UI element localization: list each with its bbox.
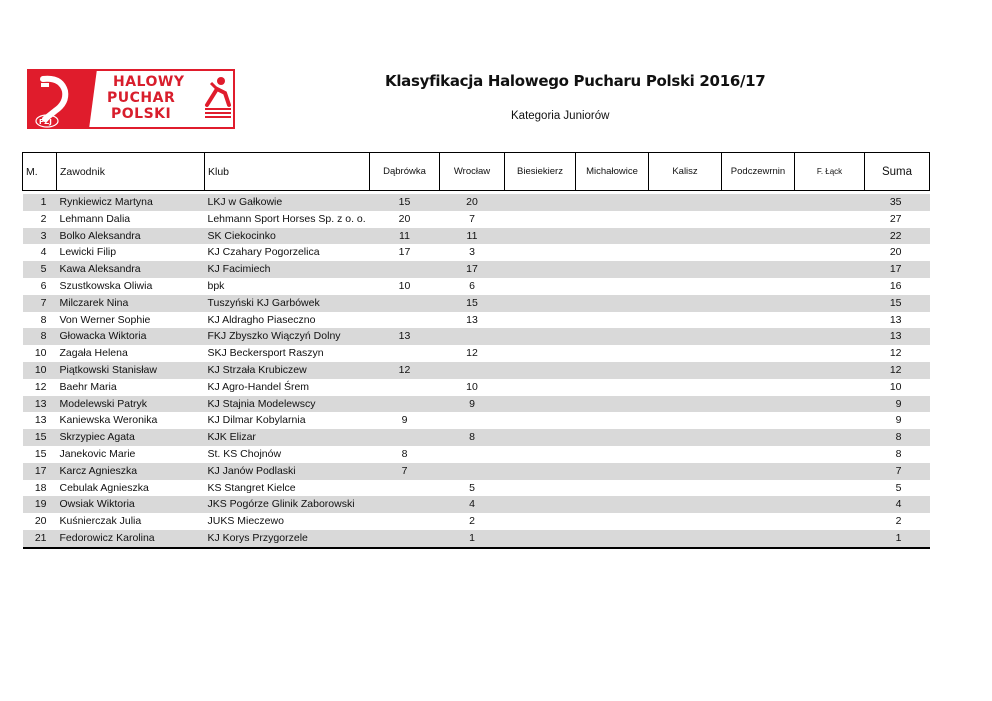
cell-kalisz	[649, 295, 722, 312]
cell-biesiekierz	[505, 480, 576, 497]
table-row	[23, 496, 930, 513]
cell-biesiekierz	[505, 530, 576, 548]
cell-kalisz	[649, 362, 722, 379]
cell-michalowice	[576, 345, 649, 362]
cell-f-lack	[795, 396, 865, 413]
logo-line-3: POLSKI	[111, 106, 172, 122]
cell-place: 8	[23, 328, 57, 345]
cell-f-lack	[795, 446, 865, 463]
cell-kalisz	[649, 412, 722, 429]
cell-place: 18	[23, 480, 57, 497]
pzj-badge: PZJ	[39, 118, 52, 126]
table-header-row	[23, 153, 930, 191]
cell-dabrowka	[370, 429, 440, 446]
cell-biesiekierz	[505, 496, 576, 513]
table-row	[23, 261, 930, 278]
cell-f-lack	[795, 463, 865, 480]
cell-place: 2	[23, 211, 57, 228]
cell-club: KJ Czahary Pogorzelica	[205, 244, 370, 261]
col-header-michalowice: Michałowice	[576, 153, 649, 191]
cell-dabrowka	[370, 513, 440, 530]
cell-suma: 20	[865, 244, 930, 261]
cell-wroclaw	[440, 412, 505, 429]
cell-podczewrnin	[722, 362, 795, 379]
cell-podczewrnin	[722, 446, 795, 463]
table-row	[23, 513, 930, 530]
col-header-suma: Suma	[865, 153, 930, 191]
col-header-club: Klub	[205, 153, 370, 191]
col-header-f-lack: F. Łąck	[795, 153, 865, 191]
cell-michalowice	[576, 194, 649, 211]
cell-club: LKJ w Gałkowie	[205, 194, 370, 211]
cell-wroclaw	[440, 328, 505, 345]
cell-f-lack	[795, 278, 865, 295]
cell-michalowice	[576, 295, 649, 312]
cell-wroclaw: 8	[440, 429, 505, 446]
cell-podczewrnin	[722, 480, 795, 497]
table-row	[23, 396, 930, 413]
cell-biesiekierz	[505, 278, 576, 295]
cell-dabrowka	[370, 530, 440, 548]
col-header-kalisz: Kalisz	[649, 153, 722, 191]
cell-kalisz	[649, 429, 722, 446]
category-subtitle: Kategoria Juniorów	[511, 110, 610, 122]
cell-rider: Baehr Maria	[57, 379, 205, 396]
table-row	[23, 211, 930, 228]
cell-kalisz	[649, 194, 722, 211]
page-title: Klasyfikacja Halowego Pucharu Polski 2016/17	[385, 72, 766, 90]
cell-suma: 8	[865, 429, 930, 446]
cell-kalisz	[649, 312, 722, 329]
cell-dabrowka: 13	[370, 328, 440, 345]
cell-place: 7	[23, 295, 57, 312]
cell-place: 13	[23, 412, 57, 429]
cell-club: Lehmann Sport Horses Sp. z o. o.	[205, 211, 370, 228]
cell-suma: 9	[865, 396, 930, 413]
cell-place: 12	[23, 379, 57, 396]
cell-club: JUKS Mieczewo	[205, 513, 370, 530]
cell-michalowice	[576, 278, 649, 295]
cell-club: Tuszyński KJ Garbówek	[205, 295, 370, 312]
cell-f-lack	[795, 345, 865, 362]
cell-place: 13	[23, 396, 57, 413]
cell-suma: 9	[865, 412, 930, 429]
cell-wroclaw: 17	[440, 261, 505, 278]
halowy-puchar-polski-logo	[27, 69, 235, 129]
cell-podczewrnin	[722, 379, 795, 396]
cell-podczewrnin	[722, 194, 795, 211]
cell-wroclaw: 13	[440, 312, 505, 329]
cell-wroclaw: 9	[440, 396, 505, 413]
cell-dabrowka	[370, 261, 440, 278]
cell-kalisz	[649, 211, 722, 228]
cell-biesiekierz	[505, 429, 576, 446]
cell-michalowice	[576, 513, 649, 530]
cell-biesiekierz	[505, 513, 576, 530]
col-header-dabrowka: Dąbrówka	[370, 153, 440, 191]
cell-podczewrnin	[722, 244, 795, 261]
cell-michalowice	[576, 328, 649, 345]
cell-podczewrnin	[722, 412, 795, 429]
cell-rider: Rynkiewicz Martyna	[57, 194, 205, 211]
cell-kalisz	[649, 446, 722, 463]
table-row	[23, 379, 930, 396]
cell-kalisz	[649, 261, 722, 278]
cell-club: KJ Stajnia Modelewscy	[205, 396, 370, 413]
cell-club: KJ Facimiech	[205, 261, 370, 278]
cell-suma: 13	[865, 312, 930, 329]
cell-dabrowka	[370, 295, 440, 312]
cell-dabrowka	[370, 396, 440, 413]
cell-place: 17	[23, 463, 57, 480]
cell-f-lack	[795, 513, 865, 530]
col-header-biesiekierz: Biesiekierz	[505, 153, 576, 191]
cell-suma: 8	[865, 446, 930, 463]
cell-rider: Szustkowska Oliwia	[57, 278, 205, 295]
cell-suma: 1	[865, 530, 930, 548]
cell-kalisz	[649, 480, 722, 497]
cell-podczewrnin	[722, 228, 795, 245]
cell-rider: Milczarek Nina	[57, 295, 205, 312]
cell-suma: 15	[865, 295, 930, 312]
cell-suma: 17	[865, 261, 930, 278]
logo-line-2: PUCHAR	[107, 90, 176, 106]
cell-wroclaw	[440, 463, 505, 480]
cell-club: KJK Elizar	[205, 429, 370, 446]
cell-wroclaw	[440, 362, 505, 379]
cell-suma: 35	[865, 194, 930, 211]
cell-biesiekierz	[505, 345, 576, 362]
cell-f-lack	[795, 228, 865, 245]
cell-rider: Skrzypiec Agata	[57, 429, 205, 446]
cell-rider: Piątkowski Stanisław	[57, 362, 205, 379]
cell-biesiekierz	[505, 228, 576, 245]
cell-michalowice	[576, 228, 649, 245]
cell-michalowice	[576, 463, 649, 480]
table-row	[23, 328, 930, 345]
cell-rider: Lehmann Dalia	[57, 211, 205, 228]
cell-dabrowka: 7	[370, 463, 440, 480]
pzj-emblem-icon	[27, 69, 97, 129]
cell-rider: Owsiak Wiktoria	[57, 496, 205, 513]
cell-kalisz	[649, 463, 722, 480]
results-table	[22, 152, 930, 549]
cell-f-lack	[795, 480, 865, 497]
cell-podczewrnin	[722, 345, 795, 362]
cell-dabrowka	[370, 312, 440, 329]
cell-kalisz	[649, 530, 722, 548]
cell-michalowice	[576, 379, 649, 396]
cell-suma: 13	[865, 328, 930, 345]
cell-club: KJ Aldragho Piaseczno	[205, 312, 370, 329]
cell-place: 6	[23, 278, 57, 295]
table-row	[23, 429, 930, 446]
cell-biesiekierz	[505, 446, 576, 463]
cell-podczewrnin	[722, 312, 795, 329]
cell-wroclaw: 11	[440, 228, 505, 245]
cell-dabrowka	[370, 345, 440, 362]
cell-kalisz	[649, 496, 722, 513]
table-row	[23, 530, 930, 548]
cell-wroclaw: 3	[440, 244, 505, 261]
cell-suma: 12	[865, 345, 930, 362]
cell-kalisz	[649, 513, 722, 530]
cell-club: KJ Janów Podlaski	[205, 463, 370, 480]
cell-podczewrnin	[722, 261, 795, 278]
cell-wroclaw: 1	[440, 530, 505, 548]
cell-biesiekierz	[505, 194, 576, 211]
cell-place: 3	[23, 228, 57, 245]
cell-biesiekierz	[505, 412, 576, 429]
cell-f-lack	[795, 362, 865, 379]
cell-rider: Von Werner Sophie	[57, 312, 205, 329]
cell-biesiekierz	[505, 379, 576, 396]
table-row	[23, 345, 930, 362]
cell-suma: 10	[865, 379, 930, 396]
cell-dabrowka	[370, 379, 440, 396]
cell-wroclaw: 6	[440, 278, 505, 295]
cell-dabrowka	[370, 480, 440, 497]
cell-suma: 12	[865, 362, 930, 379]
cell-michalowice	[576, 211, 649, 228]
cell-dabrowka: 10	[370, 278, 440, 295]
cell-michalowice	[576, 480, 649, 497]
table-row	[23, 412, 930, 429]
cell-f-lack	[795, 194, 865, 211]
cell-f-lack	[795, 429, 865, 446]
cell-dabrowka: 20	[370, 211, 440, 228]
cell-club: JKS Pogórze Glinik Zaborowski	[205, 496, 370, 513]
cell-wroclaw	[440, 446, 505, 463]
cell-biesiekierz	[505, 295, 576, 312]
cell-rider: Lewicki Filip	[57, 244, 205, 261]
cell-rider: Karcz Agnieszka	[57, 463, 205, 480]
cell-f-lack	[795, 530, 865, 548]
cell-biesiekierz	[505, 261, 576, 278]
table-row	[23, 480, 930, 497]
cell-biesiekierz	[505, 396, 576, 413]
cell-podczewrnin	[722, 295, 795, 312]
cell-place: 1	[23, 194, 57, 211]
cell-place: 19	[23, 496, 57, 513]
cell-place: 15	[23, 446, 57, 463]
cell-suma: 27	[865, 211, 930, 228]
cell-rider: Kaniewska Weronika	[57, 412, 205, 429]
table-row	[23, 244, 930, 261]
cell-place: 10	[23, 345, 57, 362]
cell-kalisz	[649, 396, 722, 413]
cell-club: KJ Strzała Krubiczew	[205, 362, 370, 379]
cell-kalisz	[649, 328, 722, 345]
table-row	[23, 278, 930, 295]
cell-wroclaw: 4	[440, 496, 505, 513]
cell-wroclaw: 2	[440, 513, 505, 530]
cell-biesiekierz	[505, 244, 576, 261]
cell-podczewrnin	[722, 396, 795, 413]
cell-michalowice	[576, 412, 649, 429]
cell-place: 8	[23, 312, 57, 329]
cell-f-lack	[795, 312, 865, 329]
logo-brand-text	[107, 74, 185, 122]
rider-figure-icon	[203, 75, 233, 123]
cell-place: 20	[23, 513, 57, 530]
cell-wroclaw: 20	[440, 194, 505, 211]
cell-club: KJ Korys Przygorzele	[205, 530, 370, 548]
cell-kalisz	[649, 379, 722, 396]
table-row	[23, 312, 930, 329]
cell-f-lack	[795, 328, 865, 345]
cell-rider: Modelewski Patryk	[57, 396, 205, 413]
cell-kalisz	[649, 345, 722, 362]
cell-club: bpk	[205, 278, 370, 295]
cell-michalowice	[576, 312, 649, 329]
cell-michalowice	[576, 530, 649, 548]
col-header-place: M.	[23, 153, 57, 191]
cell-dabrowka: 9	[370, 412, 440, 429]
col-header-podczewrnin: Podczewrnin	[722, 153, 795, 191]
cell-club: SK Ciekocinko	[205, 228, 370, 245]
cell-suma: 16	[865, 278, 930, 295]
cell-dabrowka: 17	[370, 244, 440, 261]
cell-kalisz	[649, 228, 722, 245]
cell-suma: 5	[865, 480, 930, 497]
table-row	[23, 295, 930, 312]
cell-rider: Bolko Aleksandra	[57, 228, 205, 245]
logo-line-1: HALOWY	[113, 74, 185, 90]
col-header-rider: Zawodnik	[57, 153, 205, 191]
cell-place: 21	[23, 530, 57, 548]
cell-place: 5	[23, 261, 57, 278]
cell-club: SKJ Beckersport Raszyn	[205, 345, 370, 362]
cell-michalowice	[576, 496, 649, 513]
cell-biesiekierz	[505, 362, 576, 379]
cell-podczewrnin	[722, 530, 795, 548]
cell-rider: Kawa Aleksandra	[57, 261, 205, 278]
cell-podczewrnin	[722, 496, 795, 513]
cell-rider: Fedorowicz Karolina	[57, 530, 205, 548]
cell-club: KS Stangret Kielce	[205, 480, 370, 497]
col-header-wroclaw: Wrocław	[440, 153, 505, 191]
cell-podczewrnin	[722, 513, 795, 530]
cell-rider: Cebulak Agnieszka	[57, 480, 205, 497]
table-row	[23, 446, 930, 463]
cell-rider: Janekovic Marie	[57, 446, 205, 463]
cell-biesiekierz	[505, 312, 576, 329]
cell-michalowice	[576, 396, 649, 413]
cell-podczewrnin	[722, 211, 795, 228]
cell-rider: Zagała Helena	[57, 345, 205, 362]
cell-club: St. KS Chojnów	[205, 446, 370, 463]
cell-podczewrnin	[722, 328, 795, 345]
cell-club: FKJ Zbyszko Wiączyń Dolny	[205, 328, 370, 345]
cell-wroclaw: 7	[440, 211, 505, 228]
cell-wroclaw: 10	[440, 379, 505, 396]
cell-place: 15	[23, 429, 57, 446]
cell-podczewrnin	[722, 463, 795, 480]
cell-place: 10	[23, 362, 57, 379]
cell-rider: Głowacka Wiktoria	[57, 328, 205, 345]
cell-podczewrnin	[722, 278, 795, 295]
cell-wroclaw: 15	[440, 295, 505, 312]
cell-michalowice	[576, 446, 649, 463]
cell-dabrowka	[370, 496, 440, 513]
cell-suma: 4	[865, 496, 930, 513]
cell-f-lack	[795, 412, 865, 429]
cell-f-lack	[795, 244, 865, 261]
cell-michalowice	[576, 244, 649, 261]
cell-dabrowka: 15	[370, 194, 440, 211]
cell-suma: 7	[865, 463, 930, 480]
cell-michalowice	[576, 362, 649, 379]
cell-f-lack	[795, 295, 865, 312]
cell-kalisz	[649, 244, 722, 261]
cell-biesiekierz	[505, 463, 576, 480]
cell-club: KJ Dilmar Kobylarnia	[205, 412, 370, 429]
cell-place: 4	[23, 244, 57, 261]
cell-rider: Kuśnierczak Julia	[57, 513, 205, 530]
table-row	[23, 228, 930, 245]
table-row	[23, 362, 930, 379]
cell-kalisz	[649, 278, 722, 295]
cell-f-lack	[795, 261, 865, 278]
cell-f-lack	[795, 496, 865, 513]
cell-michalowice	[576, 429, 649, 446]
cell-suma: 22	[865, 228, 930, 245]
cell-wroclaw: 5	[440, 480, 505, 497]
cell-f-lack	[795, 211, 865, 228]
cell-dabrowka: 11	[370, 228, 440, 245]
cell-biesiekierz	[505, 211, 576, 228]
cell-michalowice	[576, 261, 649, 278]
cell-suma: 2	[865, 513, 930, 530]
cell-club: KJ Agro-Handel Śrem	[205, 379, 370, 396]
cell-dabrowka: 12	[370, 362, 440, 379]
cell-dabrowka: 8	[370, 446, 440, 463]
cell-f-lack	[795, 379, 865, 396]
table-row	[23, 463, 930, 480]
cell-podczewrnin	[722, 429, 795, 446]
cell-biesiekierz	[505, 328, 576, 345]
table-row	[23, 194, 930, 211]
cell-wroclaw: 12	[440, 345, 505, 362]
